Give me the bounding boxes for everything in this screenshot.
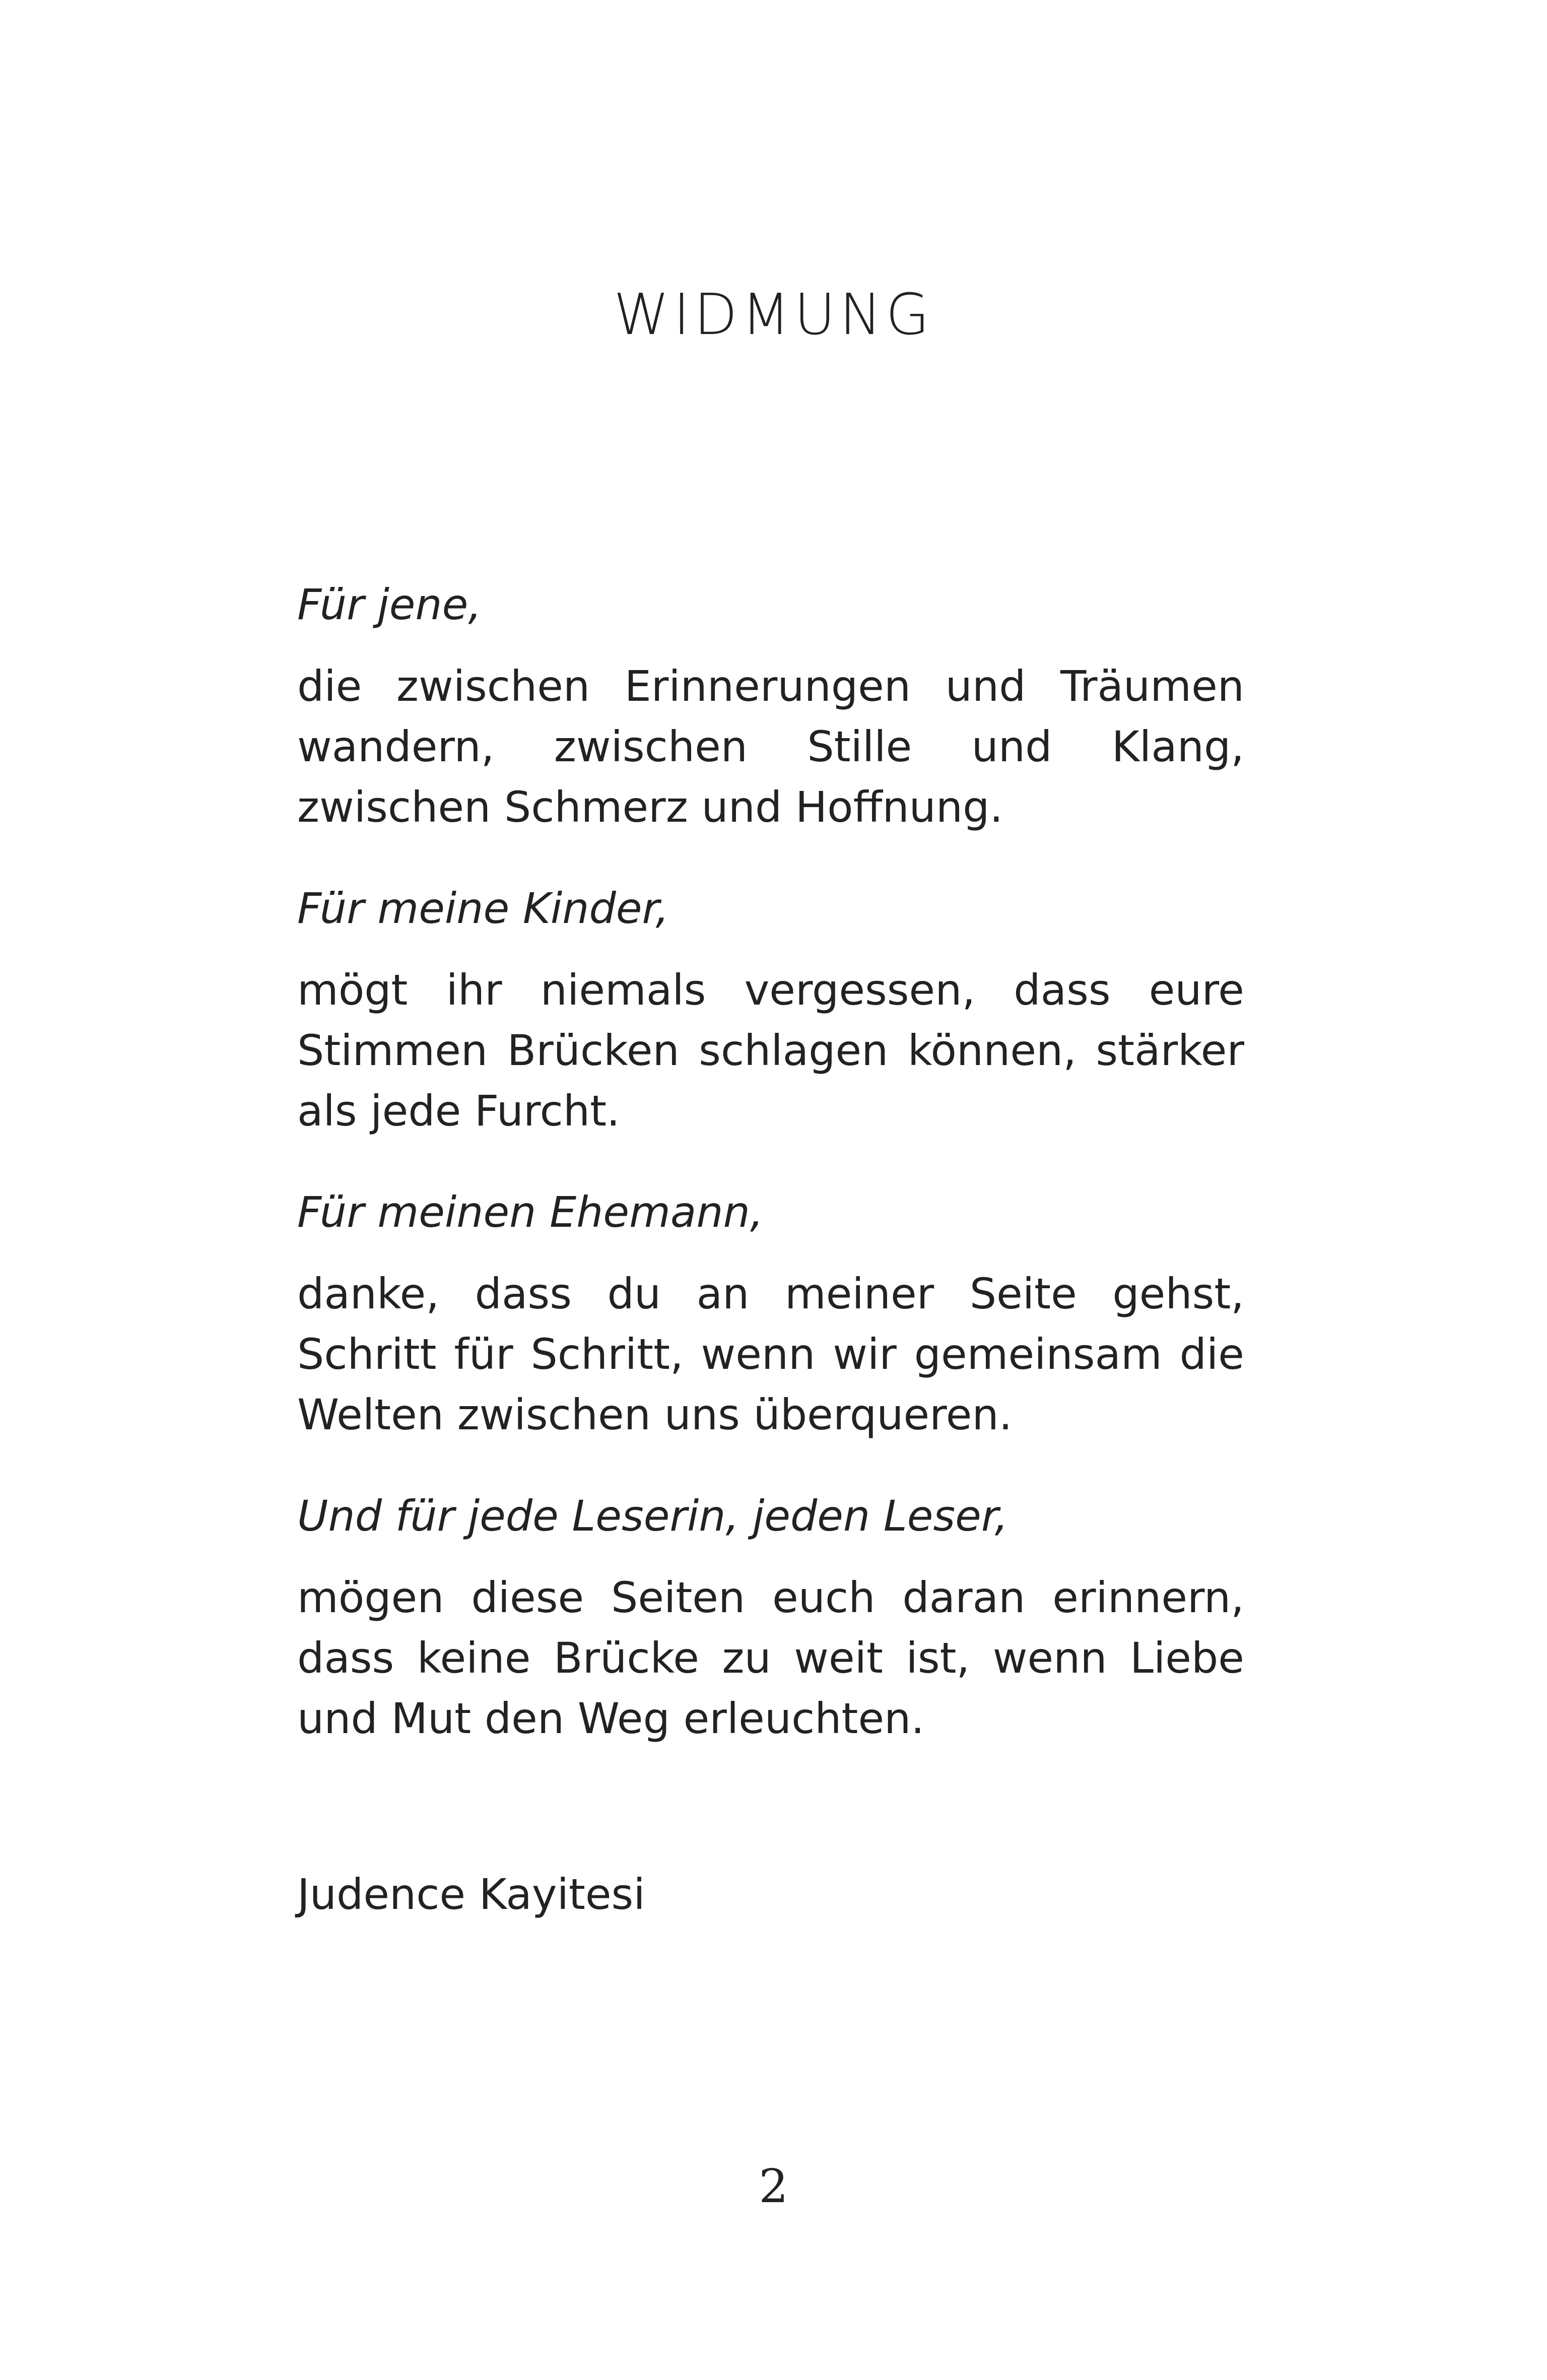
dedication-section — [297, 1486, 1244, 1788]
dedication-paragraph: die zwischen Erinnerungen und Träumen wandern, zwischen Stille und Klang, zwischen Schmerz und Hoffnung. — [297, 662, 1244, 832]
dedication-salutation: Für meine Kinder, — [297, 884, 669, 933]
dedication-salutation: Für jene, — [297, 580, 482, 629]
dedication-salutation: Für meinen Ehemann, — [297, 1187, 764, 1237]
dedication-paragraph: danke, dass du an meiner Seite gehst, Schritt für Schritt, wenn wir gemeinsam die Welten zwischen uns überqueren. — [297, 1269, 1244, 1439]
dedication-section — [297, 878, 1244, 1180]
page-title: WIDMUNG — [613, 282, 934, 348]
dedication-paragraph: mögen diese Seiten euch daran erinnern, dass keine Brücke zu weit ist, wenn Liebe und Mut den Weg erleuchten. — [297, 1573, 1244, 1743]
dedication-section — [297, 574, 1244, 877]
author-signature: Judence Kayitesi — [297, 1870, 645, 1919]
page-number: 2 — [759, 2159, 788, 2213]
dedication-salutation: Und für jede Leserin, jeden Leser, — [297, 1491, 1008, 1541]
dedication-section — [297, 1182, 1244, 1484]
dedication-paragraph: mögt ihr niemals vergessen, dass eure Stimmen Brücken schlagen können, stärker als jede Furcht. — [297, 965, 1244, 1136]
